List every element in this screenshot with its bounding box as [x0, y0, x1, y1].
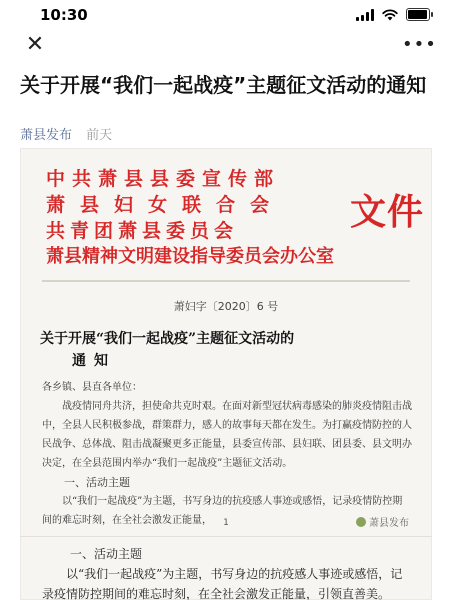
document-title: [40, 328, 412, 372]
header-line: 萧县精神文明建设指导委员会办公室: [46, 246, 334, 267]
document-image[interactable]: [20, 148, 432, 600]
header-line: 中共萧县县委宣传部: [46, 168, 281, 190]
header-line: 共青团萧县委员会: [46, 220, 239, 242]
status-time: 10:30: [40, 6, 88, 24]
page-number: 1: [223, 518, 229, 528]
article-meta: [20, 124, 112, 143]
header-line: 萧县妇女联合会: [46, 194, 285, 216]
watermark: [356, 514, 409, 529]
page-divider: [20, 536, 432, 537]
section-heading: 一、活动主题: [70, 547, 143, 561]
status-bar: [0, 0, 450, 30]
cellular-signal-icon: [356, 9, 374, 21]
status-icons: [356, 8, 430, 21]
wifi-icon: [382, 9, 398, 21]
document-number: 萧妇字〔2020〕6 号: [173, 300, 279, 313]
nav-bar: [0, 30, 450, 62]
close-icon[interactable]: ✕: [25, 32, 45, 57]
author-link[interactable]: 萧县发布: [20, 128, 73, 143]
paragraph: 战疫情同舟共济，担使命共克时艰。在面对新型冠状病毒感染的肺炎疫情阻击战中，全县人民积极参战，群策群力，感人的故事每天都在发生。为打赢疫情防控的人民战争、总体战、阻击战凝聚更多正能量，县委宣传部、县妇联、团县委、县文明办决定，在全县范围内举办“我们一起战疫”主题征文活动。: [42, 401, 412, 469]
document-title-line: 通知: [72, 353, 116, 369]
paragraph: 以“我们一起战疫”为主题，书写身边的抗疫感人事迹或感悟，记录疫情防控期间的难忘时刻，在全社会激发正能量，引领直善美。: [42, 567, 403, 600]
document-body-continued: [42, 544, 414, 600]
salutation: 各乡镇、县直各单位：: [42, 382, 142, 393]
paragraph: 以“我们一起战疫”为主题，书写身边的抗疫感人事迹或感悟，记录疫情防控期间的难忘时刻，在全社会激发正能量，: [42, 496, 403, 526]
battery-level: [408, 10, 427, 19]
watermark-logo-icon: [356, 517, 366, 527]
article-title: 关于开展“我们一起战疫”主题征文活动的通知: [20, 73, 427, 97]
battery-icon: [406, 8, 430, 21]
header-divider: [42, 280, 410, 282]
document-body: [42, 378, 412, 530]
watermark-text: 萧县发布: [369, 518, 409, 529]
document-header: [46, 166, 356, 270]
section-heading: 一、活动主题: [64, 476, 130, 489]
document-stamp-word: 文件: [350, 191, 425, 233]
publish-time: 前天: [86, 128, 113, 143]
more-options-icon[interactable]: •••: [402, 34, 437, 55]
document-title-line: 关于开展“我们一起战疫”主题征文活动的: [40, 331, 295, 347]
